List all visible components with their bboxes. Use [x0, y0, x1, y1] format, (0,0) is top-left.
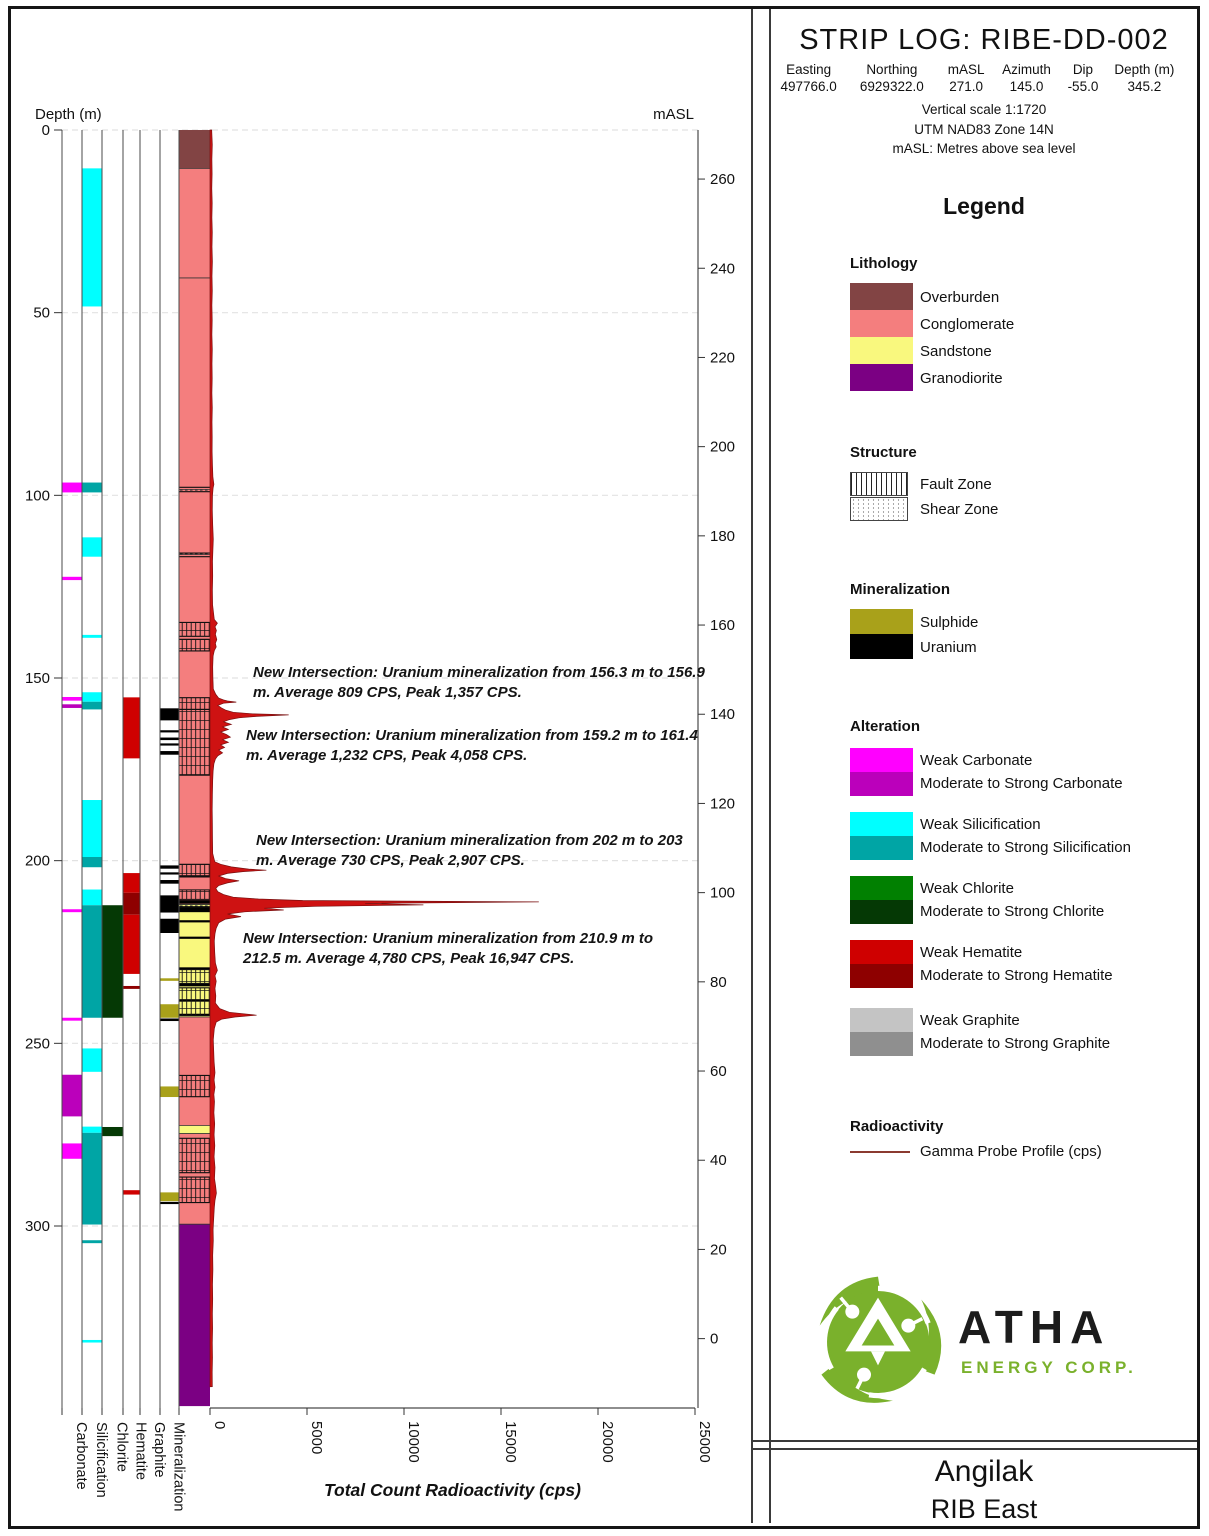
project-name: Angilak — [934, 1455, 1034, 1488]
svg-text:Mineralization: Mineralization — [170, 1422, 187, 1512]
legend-alteration-heading: Alteration — [850, 718, 921, 735]
svg-text:50: 50 — [33, 304, 50, 322]
legend-label-shear-zone: Shear Zone — [920, 501, 999, 518]
annotation-intersection-4: New Intersection: Uranium mineralization from 210.9 m to 212.5 m. Average 4,780 CPS, Peak 16,947 CPS. — [243, 930, 654, 967]
area-name: RIB East — [930, 1494, 1038, 1524]
svg-text:mASL: mASL — [653, 106, 694, 123]
legend-radioactivity-heading: Radioactivity — [850, 1118, 944, 1135]
legend-label-strong-chlorite: Moderate to Strong Chlorite — [920, 903, 1105, 920]
annotation-intersection-3: New Intersection: Uranium mineralization from 202 m to 203 m. Average 730 CPS, Peak 2,907 CPS. — [256, 832, 683, 869]
legend-label-weak-carbonate: Weak Carbonate — [920, 752, 1033, 769]
legend-structure-heading: Structure — [850, 444, 917, 461]
swatch-strong-graphite — [850, 1032, 913, 1056]
legend-title: Legend — [943, 193, 1025, 219]
legend-label-strong-carbonate: Moderate to Strong Carbonate — [920, 775, 1123, 792]
swatch-shear-zone — [850, 497, 908, 521]
atha-logo — [800, 1272, 1180, 1422]
legend-lithology-heading: Lithology — [850, 255, 918, 272]
legend-label-strong-graphite: Moderate to Strong Graphite — [920, 1035, 1111, 1052]
atha-logo-wordmark: ATHA — [958, 1301, 1111, 1353]
svg-text:250: 250 — [24, 1035, 50, 1053]
masl-note: mASL: Metres above sea level — [892, 141, 1076, 157]
swatch-weak-hematite — [850, 940, 913, 964]
annotation-intersection-1: New Intersection: Uranium mineralization from 156.3 m to 156.9 m. Average 809 CPS, Peak 1,357 CPS. — [253, 664, 705, 701]
svg-text:160: 160 — [710, 617, 736, 635]
legend-label-strong-silicification: Moderate to Strong Silicification — [920, 839, 1131, 856]
svg-text:Silicification: Silicification — [93, 1422, 109, 1498]
svg-text:200: 200 — [24, 852, 50, 870]
svg-text:260: 260 — [710, 171, 736, 189]
svg-text:60: 60 — [710, 1063, 727, 1081]
collar-fields — [772, 62, 1196, 94]
svg-text:240: 240 — [710, 260, 736, 278]
page-title: STRIP LOG: RIBE-DD-002 — [799, 24, 1169, 56]
swatch-weak-chlorite — [850, 876, 913, 900]
legend-label-sandstone: Sandstone — [920, 343, 992, 360]
svg-text:Depth (m): Depth (m) — [35, 106, 102, 123]
annotation-intersection-2: New Intersection: Uranium mineralization from 159.2 m to 161.4 m. Average 1,232 CPS, Peak 4,058 CPS. — [246, 727, 698, 764]
panel-divider-right — [769, 9, 771, 1523]
svg-text:40: 40 — [710, 1152, 727, 1170]
field-masl: mASL 271.0 — [947, 62, 985, 94]
svg-text:100: 100 — [710, 884, 736, 902]
svg-text:Graphite: Graphite — [151, 1422, 167, 1478]
swatch-graphite-pair — [850, 1008, 913, 1056]
swatch-granodiorite — [850, 364, 913, 391]
svg-text:0: 0 — [41, 122, 50, 139]
legend-label-fault-zone: Fault Zone — [920, 476, 992, 493]
svg-text:200: 200 — [710, 438, 736, 456]
swatch-strong-hematite — [850, 964, 913, 988]
svg-text:20: 20 — [710, 1241, 727, 1259]
svg-text:Chlorite: Chlorite — [113, 1422, 130, 1472]
svg-text:80: 80 — [710, 973, 727, 991]
svg-text:140: 140 — [710, 706, 736, 724]
legend-label-gamma-profile: Gamma Probe Profile (cps) — [920, 1143, 1102, 1160]
swatch-overburden — [850, 283, 913, 310]
swatch-silicification-pair — [850, 812, 913, 860]
svg-text:Hematite: Hematite — [132, 1422, 149, 1481]
field-northing: Northing 6929322.0 — [859, 62, 924, 94]
svg-text:25000: 25000 — [696, 1421, 713, 1463]
legend-label-conglomerate: Conglomerate — [920, 316, 1015, 333]
utm-note: UTM NAD83 Zone 14N — [914, 121, 1054, 137]
svg-text:180: 180 — [710, 527, 736, 545]
svg-text:120: 120 — [710, 795, 736, 813]
svg-text:10000: 10000 — [405, 1421, 422, 1463]
legend-mineralization-heading: Mineralization — [850, 581, 951, 598]
legend-label-sulphide: Sulphide — [920, 614, 979, 631]
swatch-weak-carbonate — [850, 748, 913, 772]
swatch-conglomerate — [850, 310, 913, 337]
field-easting: Easting 497766.0 — [780, 62, 837, 94]
field-depth: Depth (m) 345.2 — [1114, 62, 1175, 94]
atha-logo-subtitle: ENERGY CORP. — [961, 1358, 1137, 1377]
swatch-chlorite-pair — [850, 876, 913, 924]
svg-text:300: 300 — [24, 1217, 50, 1235]
svg-text:15000: 15000 — [502, 1421, 519, 1463]
svg-text:100: 100 — [24, 487, 50, 505]
svg-text:0: 0 — [710, 1330, 719, 1348]
legend-label-strong-hematite: Moderate to Strong Hematite — [920, 967, 1113, 984]
swatch-strong-chlorite — [850, 900, 913, 924]
legend-label-granodiorite: Granodiorite — [920, 370, 1003, 387]
info-panel — [772, 0, 1196, 1536]
swatch-uranium — [850, 634, 913, 659]
atha-logo-icon — [808, 1272, 948, 1412]
swatch-fault-zone — [850, 472, 908, 496]
svg-text:220: 220 — [710, 349, 736, 367]
svg-text:150: 150 — [24, 669, 50, 687]
panel-divider-left — [751, 9, 753, 1523]
swatch-sandstone — [850, 337, 913, 364]
svg-text:0: 0 — [211, 1421, 228, 1430]
scale-notes — [772, 100, 1196, 159]
legend-label-overburden: Overburden — [920, 289, 1000, 306]
legend-label-weak-chlorite: Weak Chlorite — [920, 880, 1014, 897]
swatch-strong-silicification — [850, 836, 913, 860]
legend-label-weak-silicification: Weak Silicification — [920, 816, 1041, 833]
vertical-scale-note: Vertical scale 1:1720 — [921, 102, 1047, 117]
svg-text:Total Count Radioactivity (cps: Total Count Radioactivity (cps) — [323, 1480, 582, 1500]
gamma-line-swatch — [850, 1151, 910, 1153]
legend-label-weak-graphite: Weak Graphite — [920, 1012, 1020, 1029]
svg-text:Carbonate: Carbonate — [73, 1422, 89, 1490]
field-dip: Dip -55.0 — [1067, 62, 1099, 94]
field-azimuth: Azimuth 145.0 — [1002, 62, 1051, 94]
swatch-weak-graphite — [850, 1008, 913, 1032]
swatch-carbonate-pair — [850, 748, 913, 796]
swatch-weak-silicification — [850, 812, 913, 836]
svg-text:5000: 5000 — [308, 1421, 325, 1455]
legend-label-weak-hematite: Weak Hematite — [920, 944, 1023, 961]
svg-text:20000: 20000 — [599, 1421, 616, 1463]
swatch-strong-carbonate — [850, 772, 913, 796]
swatch-sulphide — [850, 609, 913, 634]
legend-label-uranium: Uranium — [920, 639, 977, 656]
swatch-hematite-pair — [850, 940, 913, 988]
